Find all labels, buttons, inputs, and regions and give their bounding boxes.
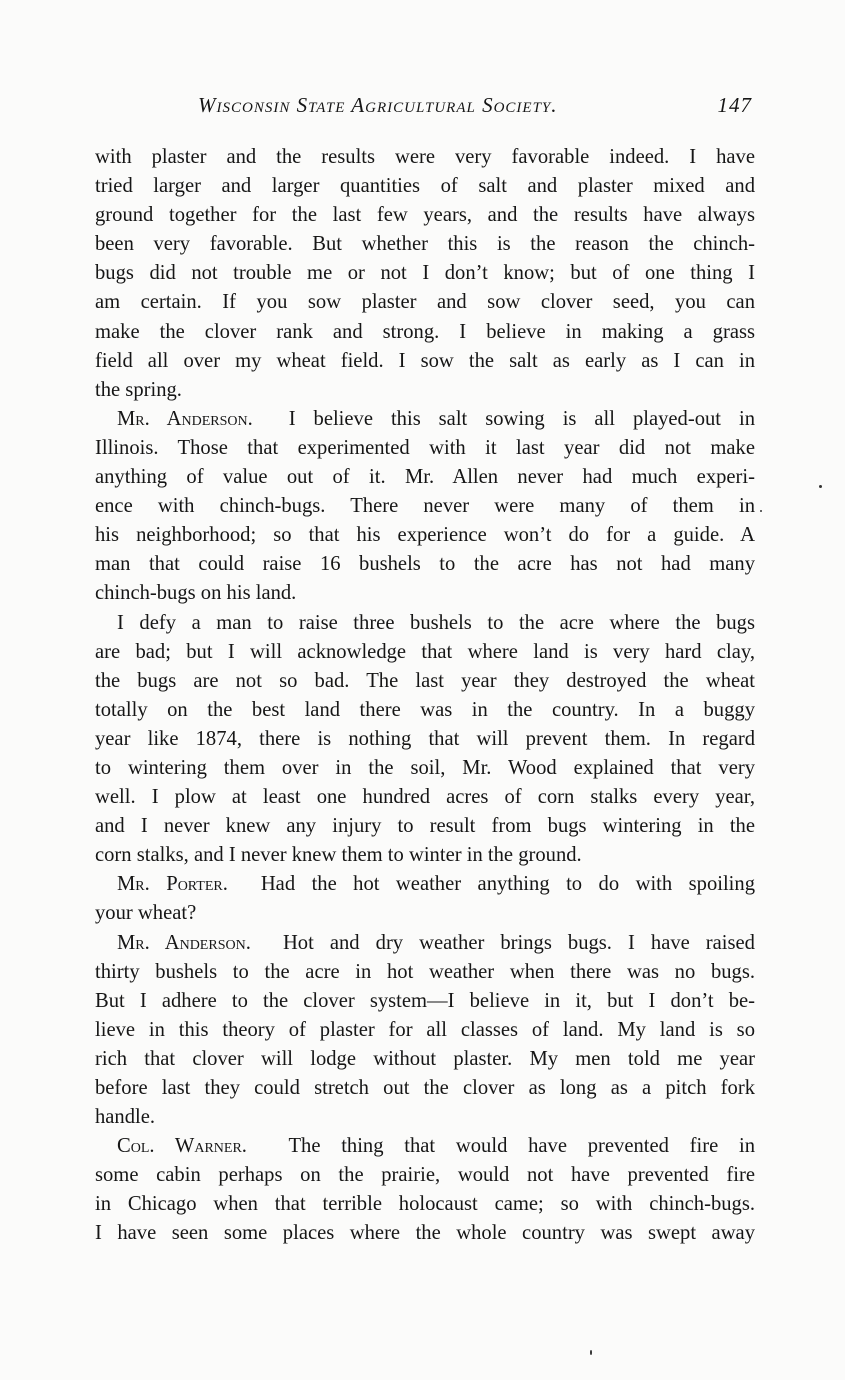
text-line: been very favorable. But whether this is the reason the chinch- — [95, 233, 755, 256]
text-line: handle. — [95, 1106, 156, 1129]
speaker-name: Mr. Anderson. — [117, 931, 251, 954]
text-line: your wheat? — [95, 902, 197, 925]
text-line: ground together for the last few years, and the results have always — [95, 204, 755, 227]
text-line: with plaster and the results were very favorable indeed. I have — [95, 146, 755, 168]
page-number: 147 — [717, 93, 752, 117]
text-line: the bugs are not so bad. The last year they destroyed the wheat — [95, 669, 755, 692]
text-run: The thing that would have prevented fire in — [288, 1135, 755, 1158]
paragraph — [95, 1132, 755, 1248]
text-line: tried larger and larger quantities of salt and plaster mixed and — [95, 175, 755, 198]
running-title: Wisconsin State Agricultural Society. — [198, 93, 558, 117]
text-line: man that could raise 16 bushels to the acre has not had many — [95, 553, 755, 576]
speaker-name: Col. Warner. — [117, 1135, 247, 1158]
text-line: make the clover rank and strong. I believe in making a grass — [95, 320, 755, 343]
text-line: before last they could stretch out the clover as long as a pitch fork — [95, 1077, 755, 1099]
text-line: and I never knew any injury to result from bugs wintering in the — [95, 815, 755, 838]
text-line — [95, 1132, 755, 1161]
scan-speck — [590, 1350, 592, 1355]
text-line: thirty bushels to the acre in hot weather when there was no bugs. — [95, 960, 755, 983]
text-line — [95, 870, 755, 899]
text-line: I defy a man to raise three bushels to the acre where the bugs — [117, 611, 755, 634]
text-line — [95, 405, 755, 434]
text-run: Had the hot weather anything to do with spoiling — [260, 873, 755, 896]
paragraph — [95, 870, 755, 928]
text-line: bugs did not trouble me or not I don’t know; but of one thing I — [95, 262, 755, 285]
text-line: lieve in this theory of plaster for all classes of land. My land is so — [95, 1018, 755, 1041]
text-line: totally on the best land there was in the country. In a buggy — [95, 698, 755, 721]
text-line: ence with chinch-bugs. There never were many of them in — [95, 495, 755, 518]
text-line: But I adhere to the clover system—I believe in it, but I don’t be- — [95, 989, 755, 1012]
running-head — [198, 93, 758, 123]
text-line: to wintering them over in the soil, Mr. Wood explained that very — [95, 756, 755, 779]
text-line: in Chicago when that terrible holocaust came; so with chinch-bugs. — [95, 1193, 755, 1216]
speaker-name: Mr. Anderson. — [117, 407, 253, 430]
text-run: Hot and dry weather brings bugs. I have raised — [282, 931, 755, 954]
speaker-name: Mr. Porter. — [117, 873, 228, 896]
text-line: corn stalks, and I never knew them to winter in the ground. — [95, 844, 582, 867]
text-line: anything of value out of it. Mr. Allen never had much experi- — [95, 466, 755, 489]
text-line — [95, 929, 755, 958]
scan-speck — [819, 485, 822, 488]
text-line: the spring. — [95, 378, 182, 401]
body-text — [95, 143, 755, 1249]
text-line: are bad; but I will acknowledge that where land is very hard clay, — [95, 640, 755, 663]
text-line: well. I plow at least one hundred acres of corn stalks every year, — [95, 786, 755, 809]
text-line: rich that clover will lodge without plaster. My men told me year — [95, 1047, 755, 1070]
text-line: I have seen some places where the whole country was swept away — [95, 1222, 755, 1245]
paragraph — [95, 405, 755, 609]
text-line: am certain. If you sow plaster and sow clover seed, you can — [95, 291, 755, 314]
paragraph — [95, 609, 755, 871]
text-run: I believe this salt sowing is all played-out in — [288, 407, 755, 430]
text-line: some cabin perhaps on the prairie, would not have prevented fire — [95, 1164, 755, 1187]
paragraph — [95, 929, 755, 1133]
text-line: Illinois. Those that experimented with it last year did not make — [95, 436, 755, 459]
text-line: his neighborhood; so that his experience won’t do for a guide. A — [95, 524, 755, 547]
text-line: year like 1874, there is nothing that will prevent them. In regard — [95, 727, 755, 750]
paragraph — [95, 143, 755, 405]
text-line: chinch-bugs on his land. — [95, 582, 297, 605]
scan-speck — [760, 510, 762, 512]
text-line: field all over my wheat field. I sow the salt as early as I can in — [95, 349, 755, 372]
